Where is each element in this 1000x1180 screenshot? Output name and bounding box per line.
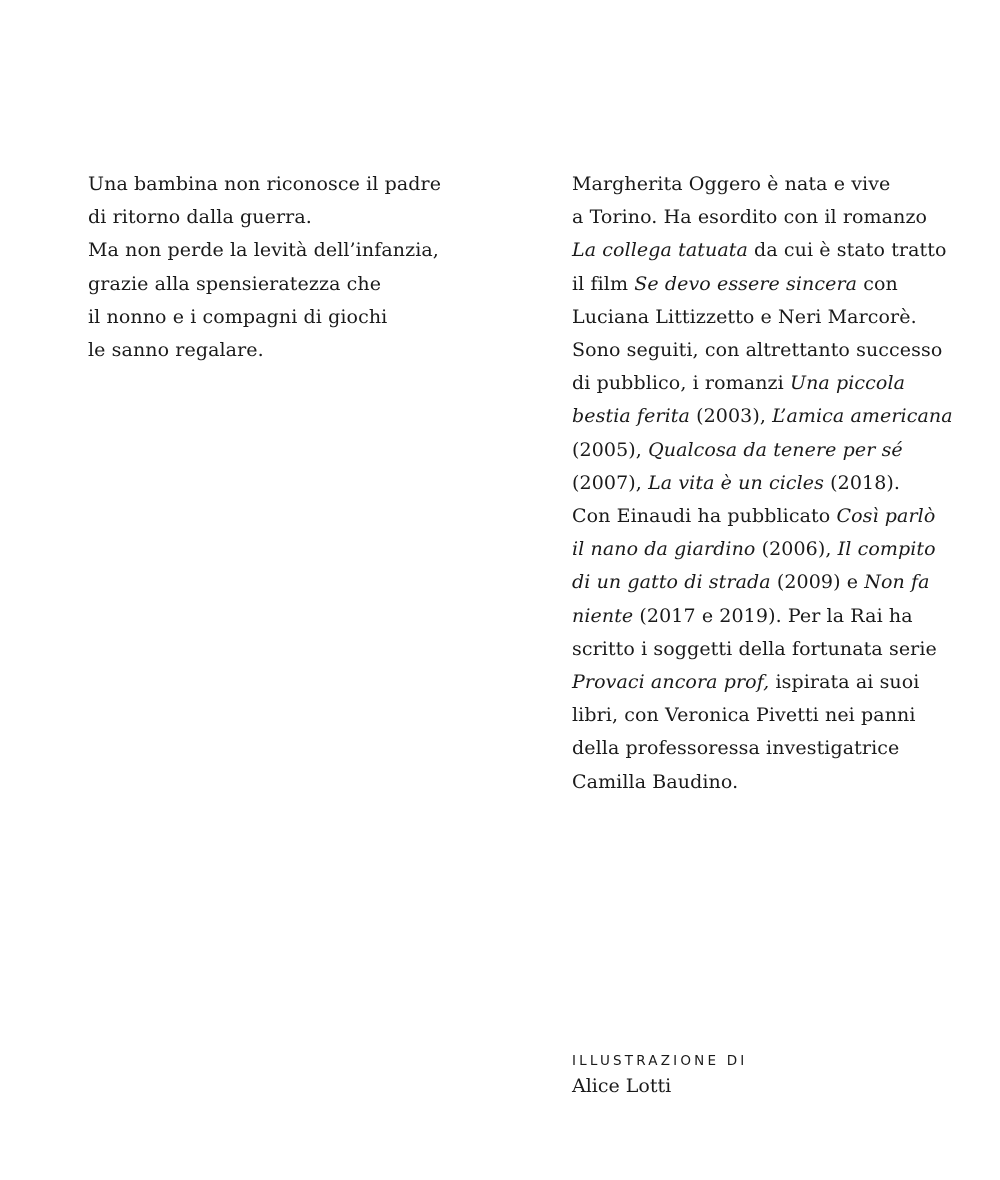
illustration-credit: [572, 1050, 747, 1100]
illustration-credit-label: ILLUSTRAZIONE DI: [572, 1053, 748, 1069]
bio-title-italic: Se devo essere sincera: [634, 272, 858, 295]
bio-line: [572, 666, 992, 699]
blurb-line: grazie alla spensieratezza che: [88, 272, 382, 295]
bio-title-italic: Così parlò: [836, 505, 936, 528]
author-bio: [572, 168, 992, 799]
bio-line: [572, 234, 992, 267]
bio-text: della professoressa investigatrice: [572, 737, 900, 760]
bio-title-italic: Il compito: [837, 538, 936, 561]
bio-text: (2017 e 2019). Per la Rai ha: [633, 604, 913, 627]
bio-text: (2018).: [824, 471, 901, 494]
blurb-line: Ma non perde la levità dell’infanzia,: [88, 239, 439, 262]
bio-text: Camilla Baudino.: [572, 770, 739, 793]
bio-title-italic: il nano da giardino: [572, 538, 756, 561]
bio-text: (2005),: [572, 438, 649, 461]
illustrator-name: Alice Lotti: [572, 1075, 672, 1097]
bio-line: [572, 467, 992, 500]
bio-line: [572, 434, 992, 467]
bio-title-italic: Non fa: [864, 571, 930, 594]
bio-line: [572, 533, 992, 566]
bio-line: [572, 367, 992, 400]
bio-text: ispirata ai suoi: [769, 671, 920, 694]
blurb-line: il nonno e i compagni di giochi: [88, 305, 388, 328]
bio-title-italic: bestia ferita: [572, 405, 690, 428]
bio-line: [572, 400, 992, 433]
bio-text: (2007),: [572, 471, 649, 494]
bio-text: scritto i soggetti della fortunata serie: [572, 637, 937, 660]
bio-title-italic: niente: [572, 604, 634, 627]
bio-text: (2009) e: [770, 571, 865, 594]
bio-title-italic: L’amica americana: [772, 405, 953, 428]
bio-line: [572, 600, 992, 633]
bio-text: con: [857, 272, 898, 295]
bio-line: [572, 699, 992, 732]
bio-line: [572, 500, 992, 533]
bio-text: Con Einaudi ha pubblicato: [572, 505, 837, 528]
bio-line: [572, 566, 992, 599]
blurb-line: le sanno regalare.: [88, 339, 264, 362]
bio-text: Sono seguiti, con altrettanto successo: [572, 339, 943, 362]
bio-title-italic: Una piccola: [789, 372, 906, 395]
bio-title-italic: La vita è un cicles: [648, 471, 824, 494]
blurb-line: di ritorno dalla guerra.: [88, 206, 312, 229]
bio-text: (2003),: [689, 405, 773, 428]
blurb-line: Una bambina non riconosce il padre: [88, 173, 442, 195]
bio-line: [572, 334, 992, 367]
bio-text: il film: [572, 272, 635, 295]
bio-text: di pubblico, i romanzi: [572, 372, 790, 395]
bio-line: [572, 633, 992, 666]
blurb-text: [88, 168, 488, 367]
bio-text: Luciana Littizzetto e Neri Marcorè.: [572, 305, 917, 328]
bio-text: a Torino. Ha esordito con il romanzo: [572, 206, 928, 229]
bio-title-italic: di un gatto di strada: [572, 571, 771, 594]
bio-line: [572, 301, 992, 334]
bio-text: libri, con Veronica Pivetti nei panni: [572, 704, 916, 727]
bio-title-italic: Qualcosa da tenere per sé: [648, 438, 903, 461]
bio-line: [572, 201, 992, 234]
bio-title-italic: Provaci ancora prof,: [572, 671, 770, 694]
bio-line: [572, 732, 992, 765]
bio-title-italic: La collega tatuata: [572, 239, 748, 262]
bio-line: [572, 268, 992, 301]
bio-text: da cui è stato tratto: [747, 239, 947, 262]
bio-line: [572, 766, 992, 799]
bio-text: (2006),: [755, 538, 838, 561]
bio-text: Margherita Oggero è nata e vive: [572, 173, 891, 195]
bio-line: [572, 168, 992, 201]
